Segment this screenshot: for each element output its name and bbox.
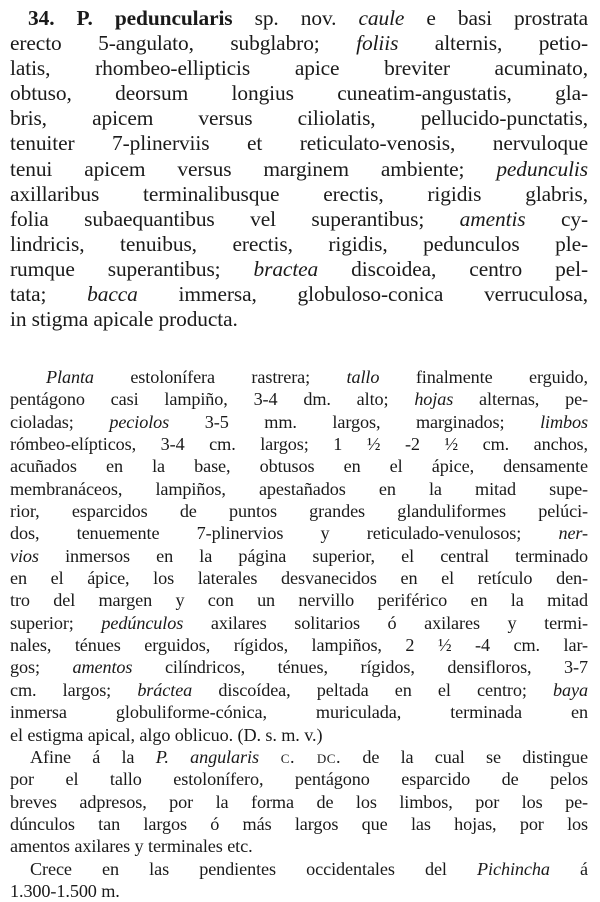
text-line: [10, 6, 588, 31]
text-line: [10, 478, 588, 500]
text-line: [10, 157, 588, 182]
text-run: lindricis, tenuibus, erectis, rigidis, pedunculos ple-: [10, 231, 588, 256]
text-line: [10, 257, 588, 282]
italic-term: Planta: [46, 367, 94, 387]
text-run: cioladas;: [10, 411, 110, 432]
italic-term: limbos: [540, 411, 588, 432]
text-run: gos;: [10, 657, 73, 678]
text-run: de la cual se distingue: [341, 746, 588, 767]
italic-term: peciolos: [109, 411, 170, 432]
text-line: [10, 701, 588, 723]
text-run: breves adpresos, por la forma de los limbos, por los pe-: [10, 791, 588, 812]
italic-term: caule: [358, 6, 405, 30]
text-run: 34. P. peduncularis: [28, 6, 233, 30]
italic-term: tallo: [346, 367, 380, 387]
text-run: tro del margen y con un nervillo periférico en la mitad: [10, 590, 588, 611]
text-line: [10, 411, 588, 433]
text-run: cm. largos;: [10, 679, 138, 700]
text-line: [10, 746, 588, 768]
italic-term: foliis: [356, 31, 399, 56]
italic-term: pedunculis: [496, 156, 588, 181]
text-run: e basi prostrata: [404, 6, 588, 30]
text-run: folia subaequantibus vel superantibus;: [10, 206, 460, 231]
italic-term: ner-: [558, 523, 588, 544]
text-run: 3-5 mm. largos, marginados;: [169, 411, 541, 432]
text-line: [10, 589, 588, 611]
text-run: pentágono casi lampiño, 3-4 dm. alto;: [10, 389, 415, 410]
italic-term: bractea: [253, 256, 319, 281]
text-line: [10, 634, 588, 656]
text-line: [10, 612, 588, 634]
italic-term: hojas: [414, 389, 454, 410]
italic-term: baya: [553, 679, 588, 700]
text-line: [10, 388, 588, 410]
text-run: rómbeo-elípticos, 3-4 cm. largos; 1 ½ -2 ½ cm. anchos,: [10, 434, 588, 455]
text-run: latis, rhombeo-ellipticis apice breviter acuminato,: [10, 56, 588, 81]
text-run: rumque superantibus;: [10, 256, 254, 281]
text-run: bris, apicem versus ciliolatis, pellucido-punctatis,: [10, 106, 588, 131]
text-line: [10, 858, 588, 880]
spanish-description: [10, 366, 588, 902]
text-line: [10, 307, 588, 332]
text-run: immersa, globuloso-conica verruculosa,: [137, 282, 588, 307]
text-line: [10, 880, 588, 902]
text-run: estolonífera rastrera;: [93, 367, 347, 387]
text-run: finalmente erguido,: [379, 367, 588, 387]
italic-term: amentos: [72, 657, 133, 678]
text-run: tenui apicem versus marginem ambiente;: [10, 156, 497, 181]
text-run: Crece en las pendientes occidentales del: [30, 858, 478, 879]
text-run: inmersa globuliforme-cónica, muriculada, terminada en: [10, 702, 588, 723]
text-line: [10, 656, 588, 678]
text-run: nales, ténues erguidos, rígidos, lampiños, 2 ½ -4 cm. lar-: [10, 635, 588, 656]
text-line: [10, 567, 588, 589]
italic-term: bacca: [87, 282, 138, 307]
text-line: [10, 522, 588, 544]
text-line: [10, 791, 588, 813]
text-line: [10, 679, 588, 701]
text-run: á: [549, 858, 588, 879]
text-line: [10, 500, 588, 522]
text-line: [10, 81, 588, 106]
text-run: rior, esparcidos de puntos grandes glanduliformes pelúci-: [10, 501, 588, 522]
text-run: Afine á la: [30, 746, 156, 767]
text-run: superior;: [10, 612, 102, 633]
text-run: tenuiter 7-plinerviis et reticulato-venosis, nervuloque: [10, 131, 588, 156]
text-run: c. dc.: [258, 746, 342, 767]
text-run: erecto 5-angulato, subglabro;: [10, 31, 357, 56]
text-run: in stigma apicale producta.: [10, 307, 238, 332]
text-line: [10, 455, 588, 477]
text-line: [10, 282, 588, 307]
text-line: [10, 182, 588, 207]
latin-description: [10, 6, 588, 332]
text-run: alternis, petio-: [398, 31, 588, 56]
text-run: discoidea, centro pel-: [318, 256, 588, 281]
text-run: axillaribus terminalibusque erectis, rigidis glabris,: [10, 181, 588, 206]
text-run: por el tallo estolonífero, pentágono esparcido de pelos: [10, 769, 588, 790]
text-run: dúnculos tan largos ó más largos que las hojas, por los: [10, 813, 588, 834]
text-line: [10, 232, 588, 257]
italic-term: P. angularis: [155, 746, 259, 767]
italic-term: amentis: [459, 206, 526, 231]
text-run: tata;: [10, 282, 88, 307]
text-run: cy-: [525, 206, 588, 231]
text-line: [10, 545, 588, 567]
text-run: inmersos en la página superior, el central terminado: [38, 545, 588, 566]
text-line: [10, 207, 588, 232]
text-run: sp. nov.: [232, 6, 359, 30]
text-run: alternas, pe-: [453, 389, 589, 410]
text-run: acuñados en la base, obtusos en el ápice, densamente: [10, 456, 588, 477]
text-run: axilares solitarios ó axilares y termi-: [183, 612, 589, 633]
text-line: [10, 813, 588, 835]
text-line: [10, 56, 588, 81]
text-line: [10, 835, 588, 857]
text-run: el estigma apical, algo oblicuo. (D. s. m. v.): [10, 724, 323, 745]
text-run: amentos axilares y terminales etc.: [10, 836, 253, 857]
text-run: discoídea, peltada en el centro;: [192, 679, 554, 700]
italic-term: pedúnculos: [101, 612, 184, 633]
text-line: [10, 131, 588, 156]
text-line: [10, 433, 588, 455]
italic-term: Pichincha: [477, 858, 550, 879]
text-run: dos, tenuemente 7-plinervios y reticulado-venulosos;: [10, 523, 559, 544]
text-run: cilíndricos, ténues, rígidos, densifloros, 3-7: [132, 657, 588, 678]
text-run: obtuso, deorsum longius cuneatim-angustatis, gla-: [10, 81, 588, 106]
text-line: [10, 366, 588, 388]
text-line: [10, 768, 588, 790]
text-run: 1.300-1.500 m.: [10, 880, 120, 901]
text-line: [10, 31, 588, 56]
text-line: [10, 106, 588, 131]
text-run: membranáceos, lampiños, apestañados en la mitad supe-: [10, 478, 588, 499]
text-run: en el ápice, los laterales desvanecidos en el retículo den-: [10, 568, 588, 589]
text-line: [10, 724, 588, 746]
italic-term: bráctea: [137, 679, 193, 700]
italic-term: vios: [10, 545, 39, 566]
